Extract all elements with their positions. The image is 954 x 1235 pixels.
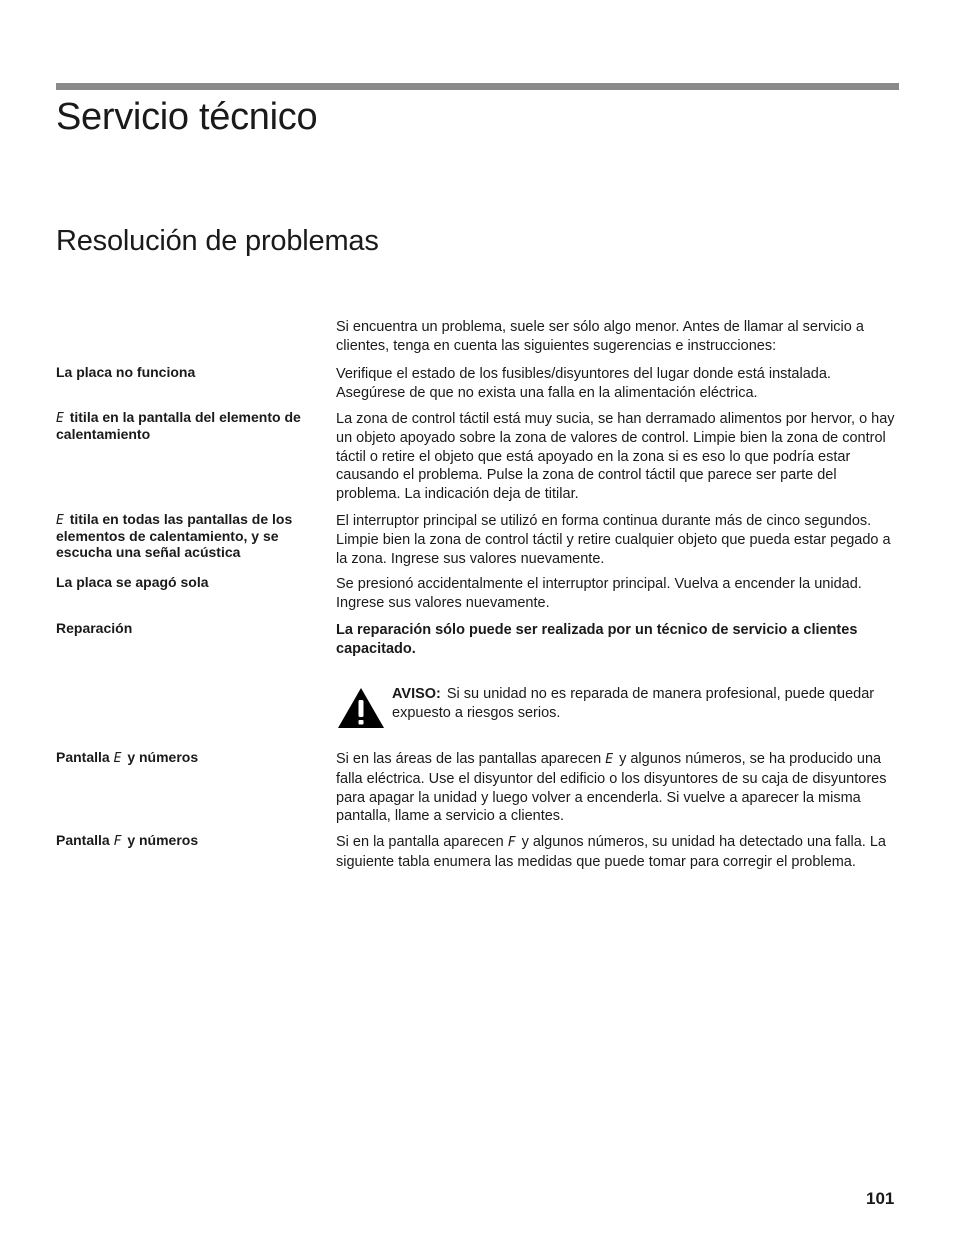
solution-text: [336, 750, 901, 826]
warning-triangle-icon: [336, 686, 386, 730]
page-number: 101: [866, 1189, 895, 1208]
problem-label-text: titila en la pantalla del elemento de calentamiento: [56, 409, 301, 442]
display-symbol: E: [605, 752, 614, 767]
problem-label: [56, 410, 306, 443]
section-title: Resolución de problemas: [56, 225, 379, 257]
page-title: Servicio técnico: [56, 96, 318, 138]
solution-text-part: Si en la pantalla aparecen: [336, 834, 504, 850]
display-symbol: F: [507, 835, 516, 850]
problem-label: La placa no funciona: [56, 364, 196, 380]
display-symbol: E: [56, 513, 64, 528]
warning-text: Si su unidad no es reparada de manera profesional, puede quedar expuesto a riesgos serios.: [392, 686, 875, 721]
problem-label: La placa se apagó sola: [56, 574, 209, 590]
solution-text: Se presionó accidentalmente el interruptor principal. Vuelva a encender la unidad. Ingrese sus valores nuevamente.: [336, 576, 862, 611]
problem-label: [56, 750, 306, 767]
solution-text: La zona de control táctil está muy sucia, se han derramado alimentos por hervor, o hay un objeto apoyado sobre la zona de valores de control. Limpie bien la zona de control táctil o retire el objeto que está apoyado en la zona si es eso lo que podría estar causando el problema. Pulse la zona de control táctil que parece ser parte del problema. La indicación deja de titilar.: [336, 411, 895, 503]
solution-text-part: y algunos números, se ha producido una falla eléctrica. Use el disyuntor del edificio o los disyuntores de su caja de disyuntores para apagar la unidad y luego volver a encenderla. Si vuelve a aparecer la misma pantalla, llame a servicio a clientes.: [336, 751, 887, 825]
display-symbol: E: [56, 411, 64, 426]
warning-notice: [392, 685, 902, 723]
solution-text: [336, 833, 901, 872]
problem-label-text: Pantalla: [56, 832, 110, 848]
solution-text: El interruptor principal se utilizó en forma continua durante más de cinco segundos. Limpie bien la zona de control táctil y retire cualquier objeto que pueda estar pegado a la zona. Ingrese sus valores nuevamente.: [336, 513, 891, 567]
display-symbol: E: [113, 751, 122, 766]
solution-text-part: Si en las áreas de las pantallas aparecen: [336, 751, 602, 767]
problem-label: [56, 833, 306, 850]
problem-label: Reparación: [56, 620, 133, 636]
solution-text-part: y algunos números, su unidad ha detectado una falla. La siguiente tabla enumera las medidas que puede tomar para corregir el problema.: [336, 834, 886, 870]
intro-paragraph: Si encuentra un problema, suele ser sólo algo menor. Antes de llamar al servicio a clientes, tenga en cuenta las siguientes sugerencias e instrucciones:: [336, 319, 864, 354]
problem-label-text: Pantalla: [56, 749, 110, 765]
problem-label: [56, 512, 306, 560]
header-rule: [56, 83, 899, 90]
problem-label-text: y números: [127, 832, 199, 848]
display-symbol: F: [113, 834, 122, 849]
problem-label-text: titila en todas las pantallas de los elementos de calentamiento, y se escucha una señal acústica: [56, 511, 293, 560]
warning-label: AVISO:: [392, 686, 441, 702]
solution-text: Verifique el estado de los fusibles/disyuntores del lugar donde está instalada. Asegúrese de que no exista una falla en la alimentación eléctrica.: [336, 366, 831, 401]
solution-text: La reparación sólo puede ser realizada por un técnico de servicio a clientes capacitado.: [336, 622, 858, 657]
problem-label-text: y números: [127, 749, 199, 765]
